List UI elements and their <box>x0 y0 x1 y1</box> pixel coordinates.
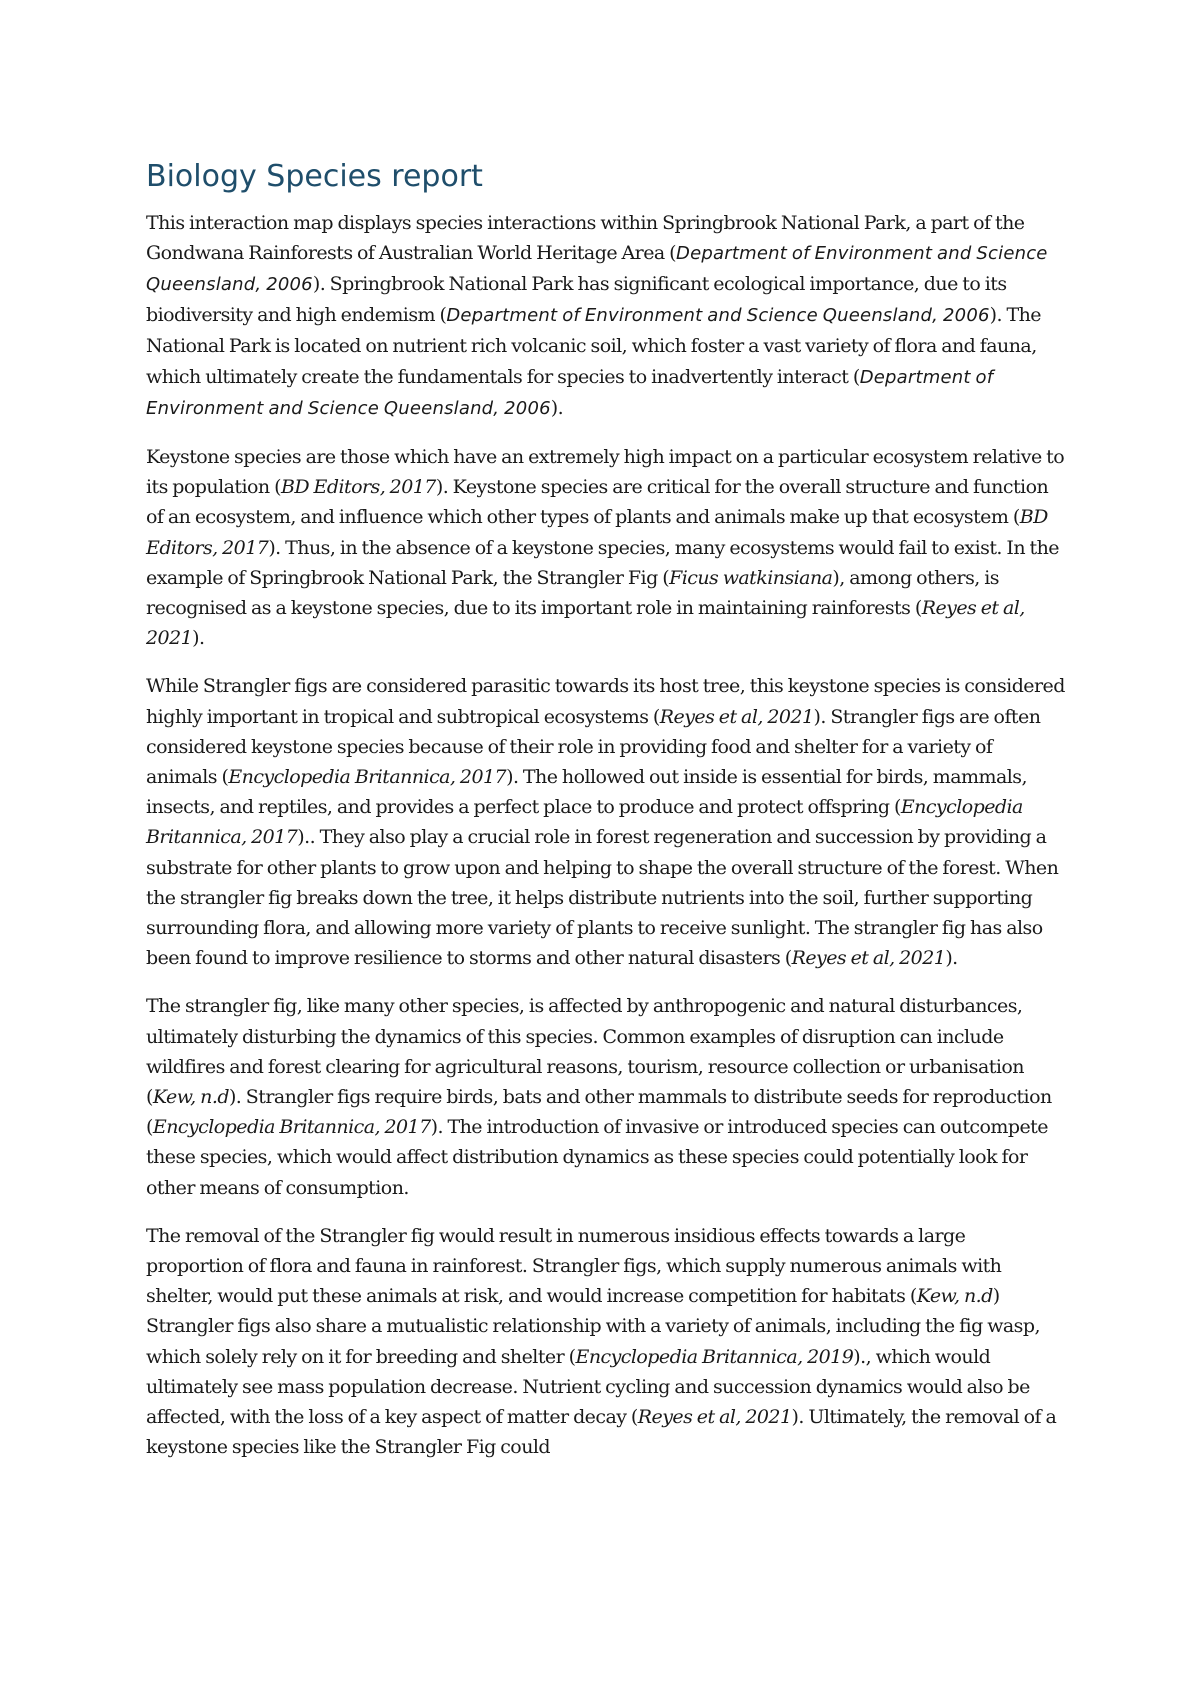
paragraph-disturbances <box>146 991 1066 1202</box>
text-run: ). Thus, in the absence of a keystone species, many ecosystems would fail to exist. In the example of Springbrook National Park, the Strangler Fig ( <box>146 536 1059 589</box>
text-run: )., which would ultimately see mass population decrease. Nutrient cycling and succession dynamics would also be affected, with the loss of a key aspect of matter decay ( <box>146 1345 1030 1429</box>
citation: Kew, n.d <box>916 1285 993 1308</box>
paragraph-keystone <box>146 442 1066 653</box>
text-run: ).. They also play a crucial role in forest regeneration and succession by providing a substrate for other plants to grow upon and helping to shape the overall structure of the forest. When the strangler fig breaks down the tree, it helps distribute nutrients into the soil, further supporting surrounding flora, and allowing more variety of plants to receive sunlight. The strangler fig has also been found to improve resilience to storms and other natural disasters ( <box>146 826 1059 970</box>
text-run: ). The hollowed out inside is essential for birds, mammals, insects, and reptiles, and provides a perfect place to produce and protect offspring ( <box>146 765 1027 819</box>
paragraph-intro <box>146 208 1066 424</box>
text-run: While Strangler figs are considered parasitic towards its host tree, this keystone species is considered highly important in tropical and subtropical ecosystems ( <box>146 675 1065 728</box>
text-run: ). Strangler figs require birds, bats and other mammals to distribute seeds for reproduction ( <box>146 1085 1052 1139</box>
citation: Reyes et al, 2021 <box>637 1406 792 1429</box>
text-run: ). <box>192 627 205 650</box>
text-run: The strangler fig, like many other species, is affected by anthropogenic and natural disturbances, ultimately disturbing the dynamics of this species. Common examples of disruption can include wildfires and forest clearing for agricultural reasons, tourism, resource collection or urbanisation ( <box>146 995 1024 1108</box>
text-run: This interaction map displays species interactions within Springbrook National Park, a part of the Gondwana Rainforests of Australian World Heritage Area ( <box>146 211 1025 264</box>
citation: Kew, n.d <box>152 1085 229 1108</box>
text-run: ). The National Park is located on nutrient rich volcanic soil, which foster a vast variety of flora and fauna, which ultimately create the fundamentals for species to inadvertently interact ( <box>146 304 1041 388</box>
citation: Reyes et al, 2021 <box>146 596 1025 650</box>
text-run: ). Keystone species are critical for the overall structure and function of an ecosystem, and influence which other types of plants and animals make up that ecosystem ( <box>146 476 1049 529</box>
citation: Encyclopedia Britannica, 2017 <box>228 765 507 788</box>
text-run: ). Springbrook National Park has significant ecological importance, due to its biodiversity and high endemism ( <box>146 272 1007 327</box>
species-name: Ficus watkinsiana <box>669 566 833 589</box>
citation: Encyclopedia Britannica, 2017 <box>146 796 1023 849</box>
text-run: Keystone species are those which have an extremely high impact on a particular ecosystem relative to its population ( <box>146 445 1065 499</box>
citation: BD Editors, 2017 <box>146 506 1048 559</box>
citation: Encyclopedia Britannica, 2019 <box>575 1345 854 1368</box>
text-run: ). Ultimately, the removal of a keystone species like the Strangler Fig could <box>146 1406 1057 1459</box>
citation: Department of Environment and Science Queensland, 2006 <box>446 305 990 327</box>
citation: Reyes et al, 2021 <box>791 947 946 970</box>
citation: Encyclopedia Britannica, 2017 <box>152 1116 431 1139</box>
text-run: ). <box>550 396 564 419</box>
text-run: The removal of the Strangler fig would result in numerous insidious effects towards a large proportion of flora and fauna in rainforest. Strangler figs, which supply numerous animals with shelter, would put these animals at risk, and would increase competition for habitats ( <box>146 1224 1002 1308</box>
citation: Department of Environment and Science Queensland, 2006 <box>146 366 994 419</box>
document-title: Biology Species report <box>146 159 483 194</box>
paragraph-strangler-fig-role <box>146 671 1066 973</box>
text-run: ) Strangler figs also share a mutualistic relationship with a variety of animals, including the fig wasp, which solely rely on it for breeding and shelter ( <box>146 1285 1040 1368</box>
citation: Reyes et al, 2021 <box>659 705 814 728</box>
document-body <box>146 158 1066 1480</box>
text-run: ). Strangler figs are often considered keystone species because of their role in providing food and shelter for a variety of animals ( <box>146 705 1041 788</box>
citation: BD Editors, 2017 <box>280 476 436 499</box>
paragraph-removal-effects <box>146 1221 1066 1463</box>
text-run: ). <box>945 947 958 970</box>
text-run: ), among others, is recognised as a keystone species, due to its important role in maintaining rainforests ( <box>146 566 999 619</box>
citation: Department of Environment and Science Queensland, 2006 <box>146 242 1048 295</box>
text-run: ). The introduction of invasive or introduced species can outcompete these species, which would affect distribution dynamics as these species could potentially look for other means of consumption. <box>146 1116 1048 1199</box>
